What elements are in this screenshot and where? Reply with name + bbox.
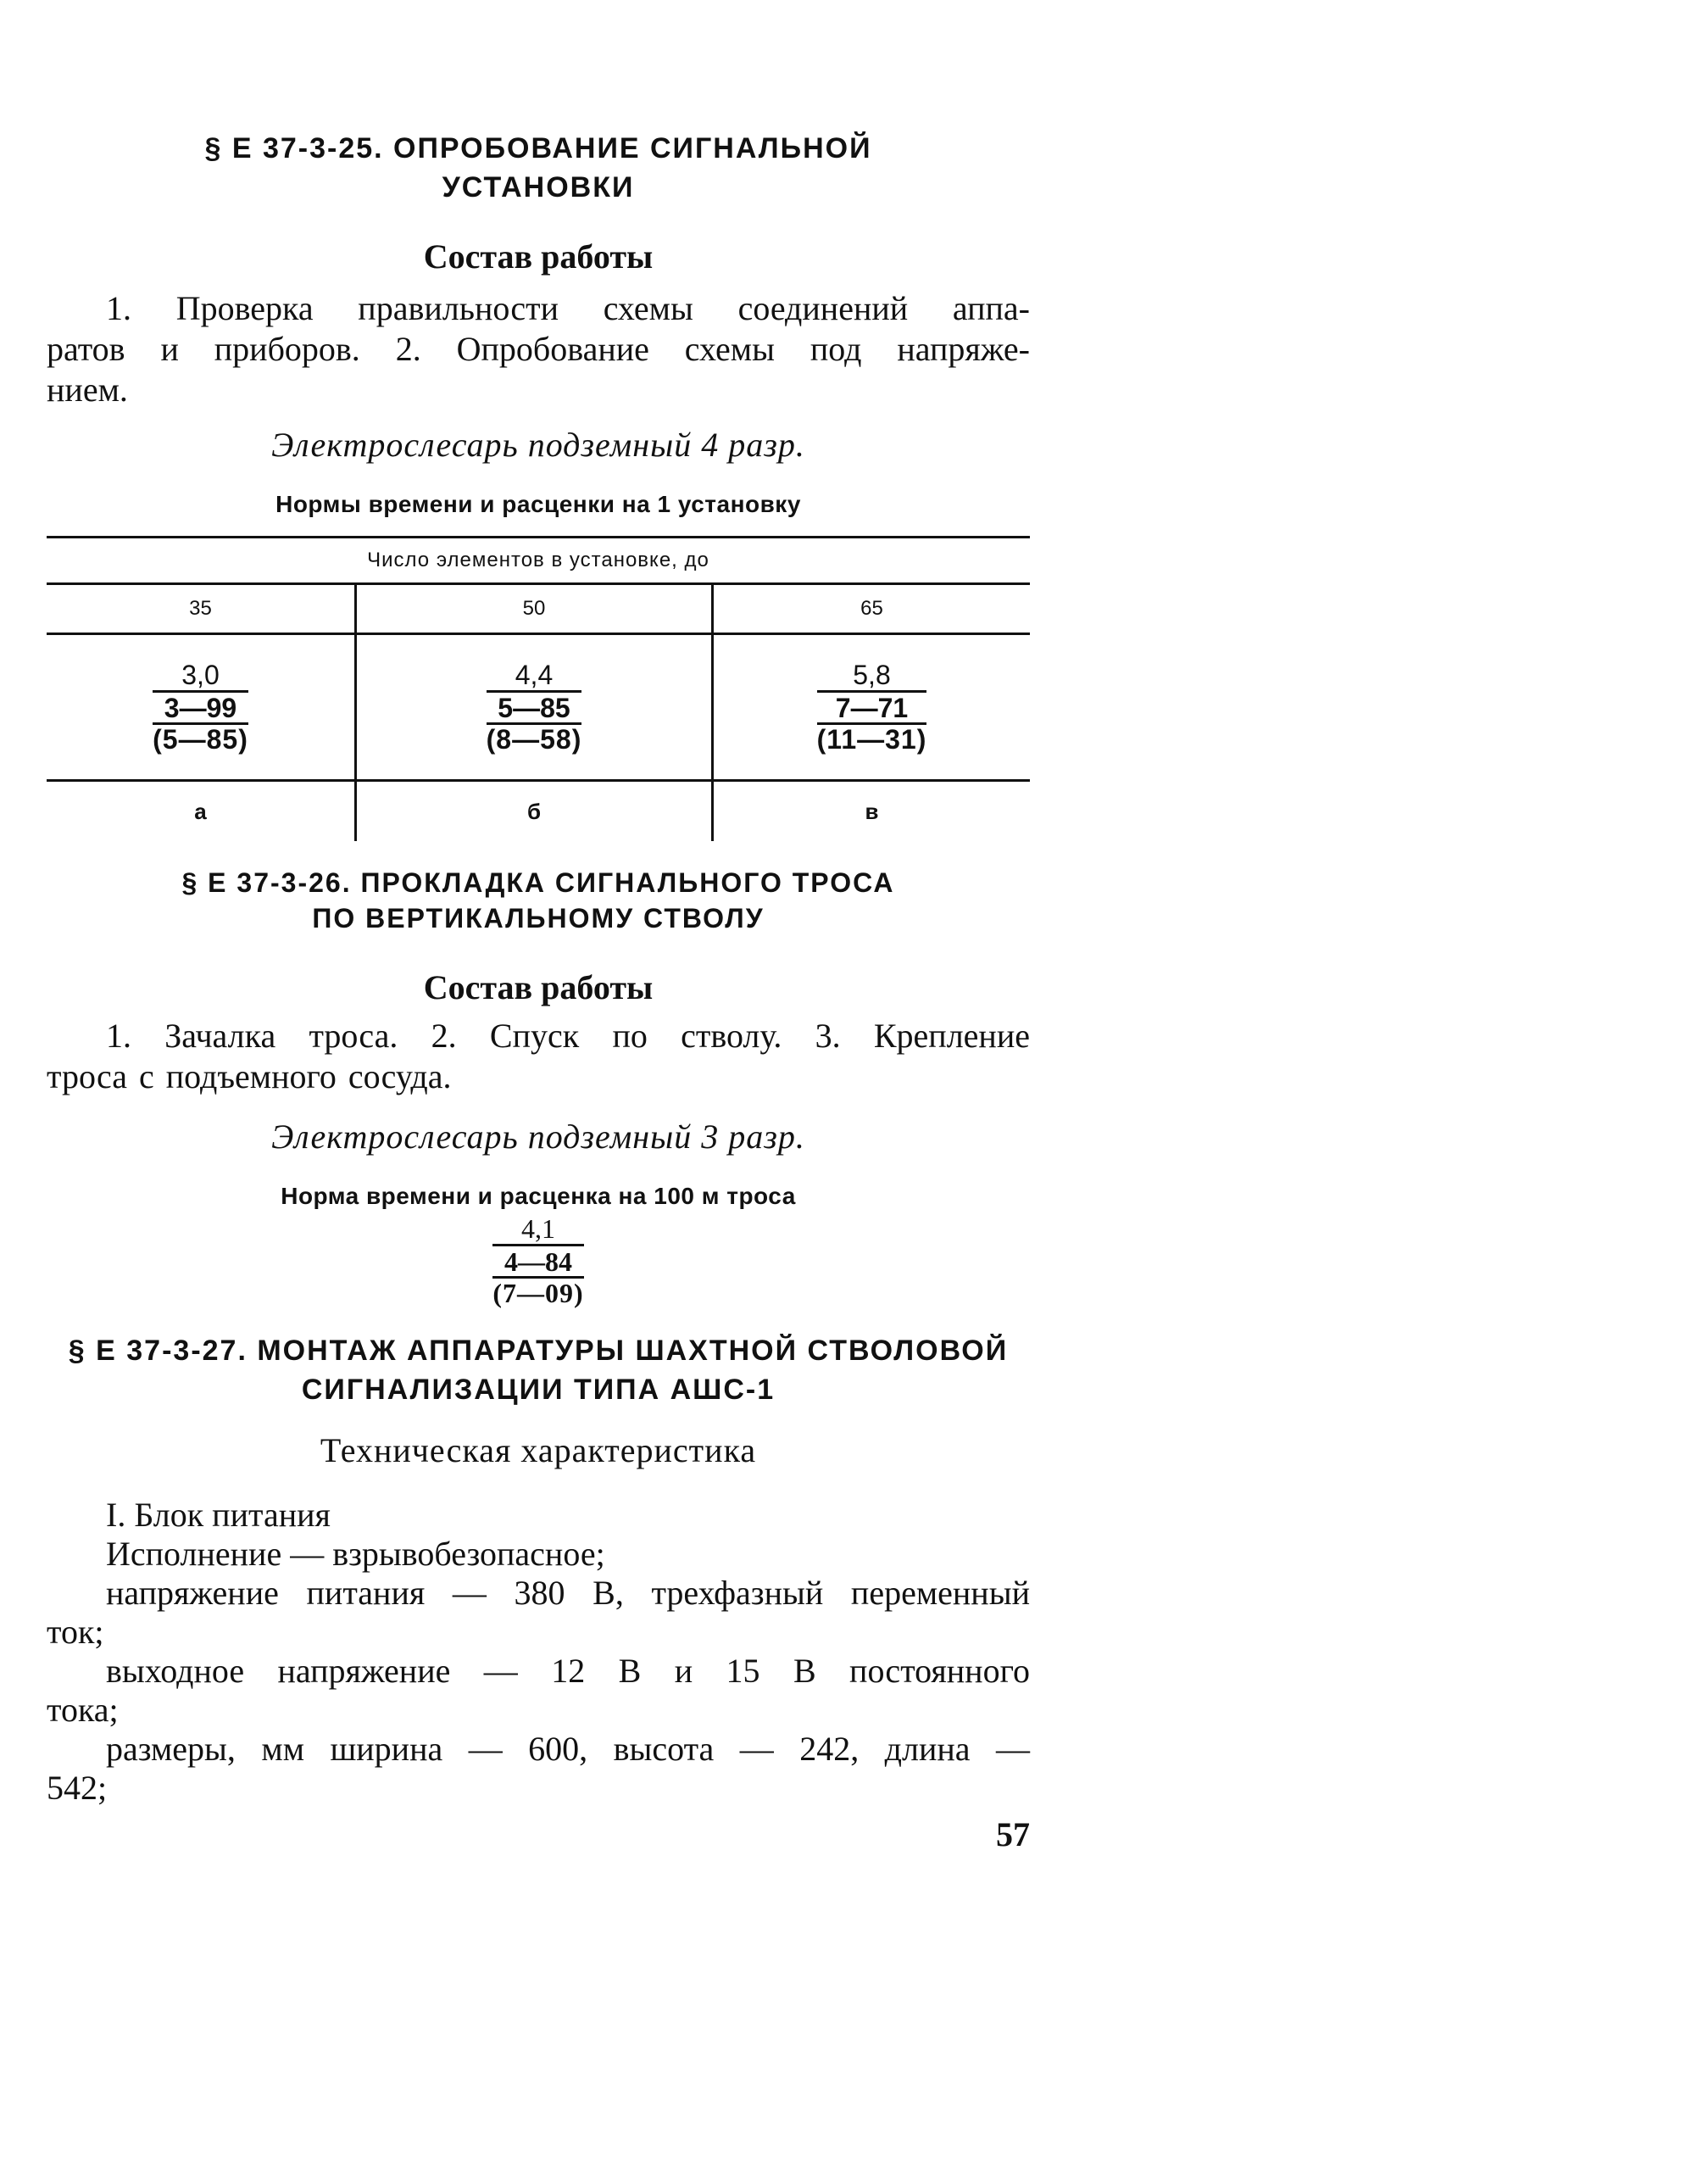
spec-line: напряжение питания — 380 В, трехфазный переменный [106,1574,1030,1612]
page-number: 57 [996,1815,1030,1853]
table-value-cell [47,634,356,781]
norm-price-alt: (11—31) [816,724,927,755]
section-27-title-line1: § Е 37-3-27. МОНТАЖ АППАРАТУРЫ ШАХТНОЙ СТВОЛОВОЙ [68,1335,1009,1367]
section-26-worker-wrap [47,1116,1030,1158]
spec-line: 542; [47,1769,108,1807]
norm-fraction [153,660,248,754]
section-25-norm-caption-wrap [47,488,1030,521]
table-value-cell [713,634,1031,781]
norm-time: 4,4 [487,660,582,693]
section-26-work-line1: 1. Зачалка троса. 2. Спуск по стволу. 3. Крепление [106,1017,1030,1055]
norm-time: 4,1 [492,1214,583,1246]
section-25-work-line3: нием. [47,371,128,409]
section-25-norms-table [47,536,1030,841]
section-27-specs [47,1496,1030,1808]
section-25-work-line1: 1. Проверка правильности схемы соединений аппа- [106,289,1030,327]
norm-price-alt: (8—58) [486,724,582,755]
norm-fraction [817,660,927,754]
spec-line: тока; [47,1691,119,1729]
norm-price-alt: (7—09) [492,1278,584,1308]
table-letter-cell: в [713,781,1031,842]
section-26-title-line1: § Е 37-3-26. ПРОКЛАДКА СИГНАЛЬНОГО ТРОСА [181,867,895,898]
spec-line: выходное напряжение — 12 В и 15 В постоянного [106,1652,1030,1690]
table-value-row [47,634,1030,781]
table-count-cell: 65 [713,584,1031,634]
table-letter-cell: а [194,798,207,824]
section-26-work-header: Состав работы [423,968,654,1006]
section-25-work-line2: ратов и приборов. 2. Опробование схемы под напряже- [47,330,1030,368]
norm-time: 3,0 [153,660,248,693]
section-27-tech-header-wrap [47,1430,1030,1472]
section-25-worker: Электрослесарь подземный 4 разр. [271,426,805,464]
document-page [47,0,1030,2168]
section-26-norm-caption-wrap [47,1180,1030,1212]
table-letter-cell: б [356,781,713,842]
table-letter-row [47,781,1030,842]
section-25-work-text [47,288,1030,410]
norm-time: 5,8 [817,660,927,693]
section-27-title-line2: СИГНАЛИЗАЦИИ ТИПА АШС-1 [301,1374,776,1406]
spec-line: ток; [47,1613,104,1651]
section-26-norm-caption: Норма времени и расценка на 100 м троса [281,1183,796,1209]
section-27-title [47,1331,1030,1409]
table-header-row [47,538,1030,584]
section-26-norm-fraction [492,1214,583,1307]
section-25-work-header-wrap [47,236,1030,278]
spec-line: Исполнение — взрывобезопасное; [106,1535,605,1573]
block-title: I. Блок питания [106,1496,331,1534]
section-25-title [47,129,1030,207]
section-25-norms-table-wrap [47,536,1030,841]
norm-fraction [487,660,582,754]
section-25-worker-wrap [47,424,1030,466]
norm-price: 7—71 [817,693,927,725]
table-value-cell [356,634,713,781]
table-count-row [47,584,1030,634]
section-26-worker: Электрослесарь подземный 3 разр. [271,1117,805,1156]
norm-price: 3—99 [153,693,248,725]
section-26-work-text [47,1016,1030,1097]
section-25-work-header: Состав работы [423,237,654,276]
table-count-cell: 50 [356,584,713,634]
norm-price: 4—84 [492,1246,583,1279]
section-25-title-line1: § Е 37-3-25. ОПРОБОВАНИЕ СИГНАЛЬНОЙ [204,132,872,164]
section-26-title-line2: ПО ВЕРТИКАЛЬНОМУ СТВОЛУ [312,903,765,934]
section-26-title [47,865,1030,936]
section-26-work-header-wrap [47,967,1030,1009]
norm-price-alt: (5—85) [153,724,248,755]
section-26-work-line2: троса с подъемного сосуда. [47,1057,452,1095]
section-25-norm-caption: Нормы времени и расценки на 1 установку [275,491,801,517]
table-count-cell: 35 [47,584,356,634]
section-25-title-line2: УСТАНОВКИ [442,171,635,203]
spec-line: размеры, мм ширина — 600, высота — 242, длина — [106,1730,1030,1768]
section-27-tech-header: Техническая характеристика [320,1431,757,1469]
norm-price: 5—85 [487,693,582,725]
table-header-cell: Число элементов в установке, до [47,538,1030,584]
section-26-norm-wrap [47,1214,1030,1307]
